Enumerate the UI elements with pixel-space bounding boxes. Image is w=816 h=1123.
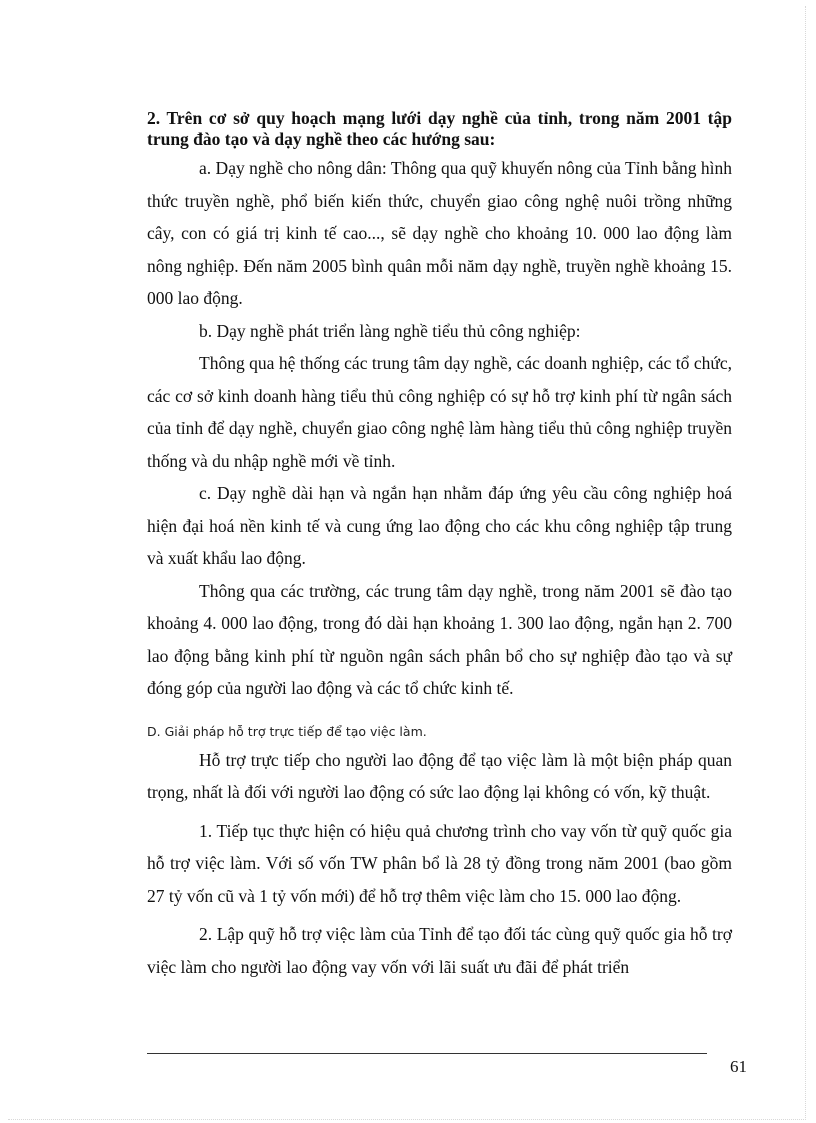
footer-divider: [147, 1053, 707, 1054]
paragraph-d-1: 1. Tiếp tục thực hiện có hiệu quả chương trình cho vay vốn từ quỹ quốc gia hỗ trợ việc làm. Với số vốn TW phân bổ là 28 tỷ đồng trong năm 2001 (bao gồm 27 tỷ vốn cũ và 1 tỷ vốn mới) để hỗ trợ thêm việc làm cho 15. 000 lao động.: [147, 820, 732, 906]
paragraph-b-body: Thông qua hệ thống các trung tâm dạy nghề, các doanh nghiệp, các tổ chức, các cơ sở kinh doanh hàng tiểu thủ công nghiệp có sự hỗ trợ kinh phí từ ngân sách của tỉnh để dạy nghề, chuyển giao công nghệ làm hàng tiểu thủ công nghiệp truyền thống và du nhập nghề mới về tỉnh.: [147, 353, 732, 471]
paragraph-b-title: b. Dạy nghề phát triển làng nghề tiểu thủ công nghiệp:: [199, 320, 581, 341]
paragraph-d-intro: Hỗ trợ trực tiếp cho người lao động để tạo việc làm là một biện pháp quan trọng, nhất là đối với người lao động có sức lao động lại không có vốn, kỹ thuật.: [147, 749, 732, 802]
page-number: 61: [730, 1057, 747, 1076]
page-body: [147, 108, 732, 983]
paragraph-d-2: 2. Lập quỹ hỗ trợ việc làm của Tỉnh để tạo đối tác cùng quỹ quốc gia hỗ trợ việc làm cho người lao động vay vốn với lãi suất ưu đãi để phát triển: [147, 924, 732, 977]
paragraph-a: a. Dạy nghề cho nông dân: Thông qua quỹ khuyến nông của Tỉnh bằng hình thức truyền nghề, phổ biến kiến thức, chuyển giao công nghệ nuôi trồng những cây, con có giá trị kinh tế cao..., sẽ dạy nghề cho khoảng 10. 000 lao động làm nông nghiệp. Đến năm 2005 bình quân mỗi năm dạy nghề, truyền nghề khoảng 15. 000 lao động.: [147, 158, 732, 308]
section-heading: 2. Trên cơ sở quy hoạch mạng lưới dạy nghề của tỉnh, trong năm 2001 tập trung đào tạo và dạy nghề theo các hướng sau:: [147, 108, 732, 149]
section-d-heading: D. Giải pháp hỗ trợ trực tiếp để tạo việc làm.: [147, 723, 427, 739]
paragraph-c-body: Thông qua các trường, các trung tâm dạy nghề, trong năm 2001 sẽ đào tạo khoảng 4. 000 lao động, trong đó dài hạn khoảng 1. 300 lao động, ngắn hạn 2. 700 lao động bằng kinh phí từ nguồn ngân sách phân bổ cho sự nghiệp đào tạo và sự đóng góp của người lao động và các tổ chức kinh tế.: [147, 580, 732, 698]
paragraph-c: c. Dạy nghề dài hạn và ngắn hạn nhằm đáp ứng yêu cầu công nghiệp hoá hiện đại hoá nền kinh tế và cung ứng lao động cho các khu công nghiệp tập trung và xuất khẩu lao động.: [147, 483, 732, 568]
